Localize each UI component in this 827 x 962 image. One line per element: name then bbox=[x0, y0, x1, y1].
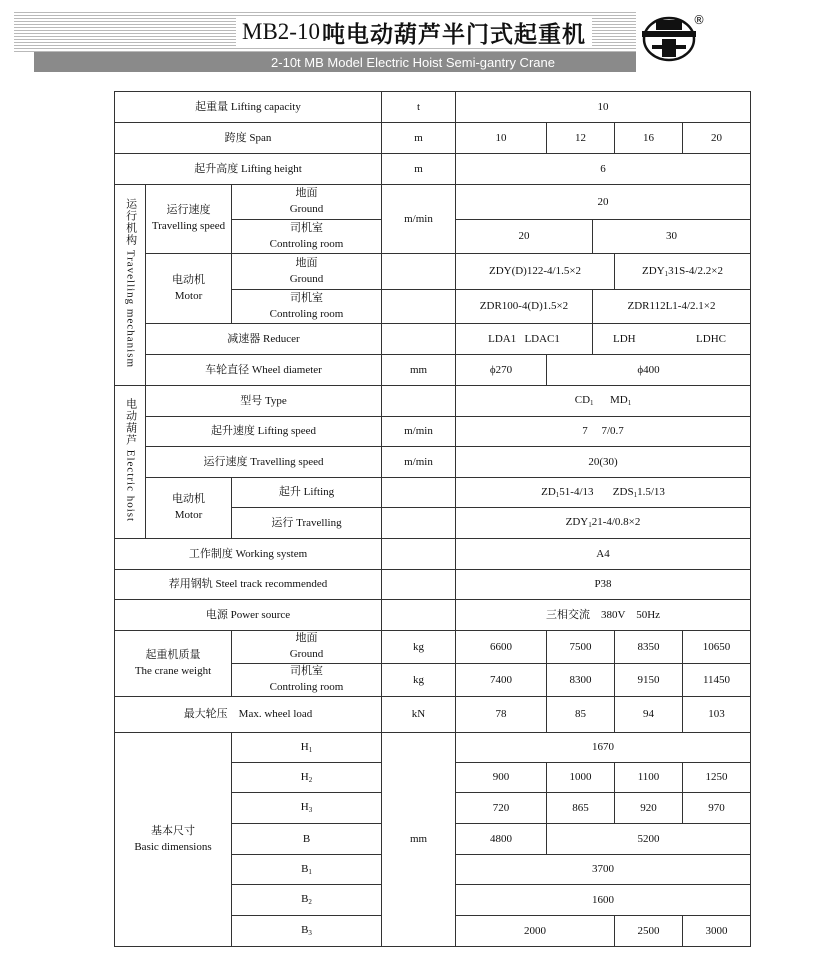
dim-subscript: 1 bbox=[308, 867, 312, 876]
value-cell: 900 bbox=[456, 763, 547, 793]
label-reducer: 减速器 Reducer bbox=[146, 324, 382, 355]
dim-label bbox=[232, 885, 382, 916]
label-en: Ground bbox=[289, 648, 324, 660]
group-label: 电动葫芦 Electric hoist bbox=[124, 397, 137, 522]
dim-subscript: 3 bbox=[308, 806, 313, 815]
dim-subscript: 1 bbox=[308, 745, 313, 754]
dim-label bbox=[232, 916, 382, 947]
value-cell: ZDR100-4(D)1.5×2 bbox=[456, 290, 593, 324]
label-cn: 运行速度 bbox=[166, 204, 211, 217]
value-cell: ZDY(D)122-4/1.5×2 bbox=[456, 254, 615, 290]
row-power-source bbox=[115, 600, 751, 631]
label-motor bbox=[146, 478, 232, 539]
label-cn: 地面 bbox=[295, 256, 318, 269]
value-part: 21-4/0.8×2 bbox=[591, 516, 641, 529]
value-cell: 30 bbox=[593, 220, 751, 254]
value-part: MD bbox=[610, 394, 628, 407]
title-cn: 吨电动葫芦半门式起重机 bbox=[321, 21, 586, 48]
value-cell: 1600 bbox=[456, 885, 751, 916]
label-en: Ground bbox=[289, 203, 324, 215]
spec-table bbox=[114, 91, 751, 947]
label-cn: 电动机 bbox=[172, 493, 205, 506]
unit-cell-empty bbox=[382, 478, 456, 508]
label-cn: 司机室 bbox=[290, 291, 323, 304]
label-lifting-capacity: 起重量 Lifting capacity bbox=[115, 92, 382, 123]
label-cn: 基本尺寸 bbox=[151, 824, 195, 837]
label-en: Motor bbox=[174, 509, 203, 521]
unit-cell: mm bbox=[382, 355, 456, 386]
row-steel-track bbox=[115, 570, 751, 600]
row-hoist-lifting-speed bbox=[115, 417, 751, 447]
value-cell: 103 bbox=[683, 697, 751, 733]
dim-subscript: 2 bbox=[308, 898, 312, 907]
label-cn: 地面 bbox=[295, 632, 318, 645]
label-ground bbox=[232, 254, 382, 290]
dim-symbol: H bbox=[300, 801, 309, 814]
label-lifting-height: 起升高度 Lifting height bbox=[115, 154, 382, 185]
unit-cell-empty bbox=[382, 290, 456, 324]
dim-subscript: 2 bbox=[308, 775, 313, 784]
label-en: Controling room bbox=[269, 681, 344, 693]
value-cell: 8350 bbox=[615, 631, 683, 664]
value-part: 1.5/13 bbox=[637, 485, 665, 498]
value-cell: P38 bbox=[456, 570, 751, 600]
value-cell: ϕ270 bbox=[456, 355, 547, 386]
value-cell: 16 bbox=[615, 123, 683, 154]
label-span: 跨度 Span bbox=[115, 123, 382, 154]
row-wheel-diameter bbox=[115, 355, 751, 386]
row-hoist-travelling-speed bbox=[115, 447, 751, 478]
dim-symbol: H bbox=[300, 740, 309, 753]
value-part: ZDY bbox=[565, 516, 589, 529]
value-part: 51-4/13 bbox=[559, 485, 594, 498]
unit-cell-empty bbox=[382, 324, 456, 355]
value-cell bbox=[456, 123, 547, 154]
value-cell: 1250 bbox=[683, 763, 751, 793]
dim-subscript: 3 bbox=[308, 929, 312, 938]
unit-cell: kN bbox=[382, 697, 456, 733]
label-wheel-load: 最大轮压 Max. wheel load bbox=[115, 697, 382, 733]
label-controling-room bbox=[232, 290, 382, 324]
value-part: 31S-4/2.2×2 bbox=[668, 264, 723, 277]
label-controling-room bbox=[232, 664, 382, 697]
label-ground bbox=[232, 631, 382, 664]
unit-cell-empty bbox=[382, 386, 456, 417]
unit-cell-empty bbox=[382, 600, 456, 631]
value-subscript: 1 bbox=[627, 399, 632, 408]
value-cell: 4800 bbox=[456, 824, 547, 855]
value-part: 7 bbox=[582, 425, 588, 438]
label-travel-speed bbox=[146, 185, 232, 254]
page-title bbox=[236, 16, 592, 48]
unit-cell: m/min bbox=[382, 417, 456, 447]
label-steel-track: 荐用钢轨 Steel track recommended bbox=[115, 570, 382, 600]
value-cell: ϕ400 bbox=[547, 355, 751, 386]
unit-cell-empty bbox=[382, 570, 456, 600]
unit-cell: mm bbox=[382, 733, 456, 947]
registered-mark: ® bbox=[693, 13, 705, 27]
group-electric-hoist bbox=[115, 386, 146, 539]
label-en: Controling room bbox=[269, 237, 344, 250]
label-en: Controling room bbox=[269, 307, 344, 320]
value-cell bbox=[456, 417, 751, 447]
label-cn: 司机室 bbox=[290, 665, 323, 678]
row-travel-speed-ground bbox=[115, 185, 751, 220]
value-cell: 1000 bbox=[547, 763, 615, 793]
value-cell: 3000 bbox=[683, 916, 751, 947]
label-en: The crane weight bbox=[134, 664, 212, 677]
value-part: ZD bbox=[541, 485, 556, 498]
value-cell: 3700 bbox=[456, 855, 751, 885]
dim-symbol: B bbox=[301, 862, 309, 875]
value-cell: 12 bbox=[547, 123, 615, 154]
label-controling-room bbox=[232, 220, 382, 254]
unit-cell: m bbox=[382, 123, 456, 154]
label-cn: 地面 bbox=[295, 187, 318, 200]
value-cell bbox=[456, 478, 751, 508]
value-cell: 2500 bbox=[615, 916, 683, 947]
value-cell: 920 bbox=[615, 793, 683, 824]
value-subscript: 1 bbox=[590, 399, 594, 408]
value-cell: 20 bbox=[683, 123, 751, 154]
row-hoist-type bbox=[115, 386, 751, 417]
value-cell: 9150 bbox=[615, 664, 683, 697]
unit-cell-empty bbox=[382, 254, 456, 290]
dim-symbol: B bbox=[301, 924, 309, 937]
label-travelling-speed: 运行速度 Travelling speed bbox=[146, 447, 382, 478]
dim-label: B bbox=[232, 824, 382, 855]
value-cell: 7400 bbox=[456, 664, 547, 697]
row-lifting-capacity bbox=[115, 92, 751, 123]
value-cell: 10650 bbox=[683, 631, 751, 664]
company-logo-icon bbox=[642, 15, 696, 63]
unit-cell: m bbox=[382, 154, 456, 185]
dim-label bbox=[232, 793, 382, 824]
unit-cell-empty bbox=[382, 539, 456, 570]
value-cell: 1100 bbox=[615, 763, 683, 793]
value-part: 7/0.7 bbox=[601, 425, 624, 438]
value-cell: 6 bbox=[456, 154, 751, 185]
value-cell: 865 bbox=[547, 793, 615, 824]
label-type: 型号 Type bbox=[146, 386, 382, 417]
row-travel-motor-ground bbox=[115, 254, 751, 290]
label-lifting: 起升 Lifting bbox=[232, 478, 382, 508]
reducer-value: LDAC1 bbox=[524, 332, 560, 345]
value-cell: 78 bbox=[456, 697, 547, 733]
row-wheel-load bbox=[115, 697, 751, 733]
label-en: Motor bbox=[174, 289, 203, 302]
reducer-value: LDHC bbox=[696, 332, 726, 345]
value-subscript: 1 bbox=[633, 490, 638, 499]
value-cell: A4 bbox=[456, 539, 751, 570]
label-basic-dimensions bbox=[115, 733, 232, 947]
value-cell bbox=[456, 508, 751, 539]
reducer-value: LDH bbox=[613, 332, 636, 345]
subtitle: 2-10t MB Model Electric Hoist Semi-gantry Crane bbox=[271, 54, 555, 70]
value-cell bbox=[456, 386, 751, 417]
value-subscript: 1 bbox=[588, 521, 592, 530]
unit-cell: m/min bbox=[382, 447, 456, 478]
unit-cell-empty bbox=[382, 508, 456, 539]
label-cn: 司机室 bbox=[290, 221, 323, 234]
label-travelling: 运行 Travelling bbox=[232, 508, 382, 539]
value-cell: 20 bbox=[456, 220, 593, 254]
label-wheel-diameter: 车轮直径 Wheel diameter bbox=[146, 355, 382, 386]
label-cn: 起重机质量 bbox=[145, 648, 201, 661]
value-cell: 三相交流 380V 50Hz bbox=[456, 600, 751, 631]
value-cell: 720 bbox=[456, 793, 547, 824]
row-weight-ground bbox=[115, 631, 751, 664]
value-cell: 11450 bbox=[683, 664, 751, 697]
label-power-source: 电源 Power source bbox=[115, 600, 382, 631]
dim-label bbox=[232, 763, 382, 793]
value-cell: 970 bbox=[683, 793, 751, 824]
value-cell: ZDR112L1-4/2.1×2 bbox=[593, 290, 751, 324]
row-hoist-motor-lifting bbox=[115, 478, 751, 508]
span-value: 10 bbox=[495, 131, 507, 144]
dim-label bbox=[232, 733, 382, 763]
unit-cell: t bbox=[382, 92, 456, 123]
group-travelling-mechanism bbox=[115, 185, 146, 386]
value-cell bbox=[593, 324, 751, 355]
row-working-system bbox=[115, 539, 751, 570]
label-en: Travelling speed bbox=[151, 220, 226, 232]
row-reducer bbox=[115, 324, 751, 355]
value-cell: 20(30) bbox=[456, 447, 751, 478]
label-ground bbox=[232, 185, 382, 220]
value-cell: 5200 bbox=[547, 824, 751, 855]
label-motor bbox=[146, 254, 232, 324]
value-cell: 2000 bbox=[456, 916, 615, 947]
row-dim-h1 bbox=[115, 733, 751, 763]
reducer-value: LDA1 bbox=[488, 332, 517, 345]
unit-cell: kg bbox=[382, 631, 456, 664]
unit-cell: m/min bbox=[382, 185, 456, 254]
dim-symbol: B bbox=[301, 893, 309, 906]
label-lifting-speed: 起升速度 Lifting speed bbox=[146, 417, 382, 447]
dim-symbol: H bbox=[300, 770, 309, 783]
subtitle-bar bbox=[34, 52, 712, 72]
value-cell bbox=[456, 324, 593, 355]
row-span bbox=[115, 123, 751, 154]
value-part: ZDY bbox=[642, 264, 665, 277]
value-cell: 1670 bbox=[456, 733, 751, 763]
label-crane-weight bbox=[115, 631, 232, 697]
value-part: ZDS bbox=[612, 485, 634, 498]
value-cell: 10 bbox=[456, 92, 751, 123]
label-en: Ground bbox=[289, 272, 324, 285]
value-cell bbox=[615, 254, 751, 290]
value-cell: 7500 bbox=[547, 631, 615, 664]
value-subscript: 1 bbox=[664, 269, 669, 278]
value-subscript: 1 bbox=[555, 490, 560, 499]
value-cell: 85 bbox=[547, 697, 615, 733]
value-cell: 94 bbox=[615, 697, 683, 733]
label-cn: 电动机 bbox=[172, 273, 205, 286]
value-part: CD bbox=[574, 394, 591, 407]
unit-cell: kg bbox=[382, 664, 456, 697]
dim-label bbox=[232, 855, 382, 885]
value-cell: 20 bbox=[456, 185, 751, 220]
title-model: MB2-10 bbox=[242, 19, 320, 44]
label-en: Basic dimensions bbox=[134, 840, 212, 853]
row-lifting-height bbox=[115, 154, 751, 185]
value-cell: 6600 bbox=[456, 631, 547, 664]
value-cell: 8300 bbox=[547, 664, 615, 697]
group-label: 运行机构 Travelling mechanism bbox=[124, 197, 137, 368]
label-working-system: 工作制度 Working system bbox=[115, 539, 382, 570]
